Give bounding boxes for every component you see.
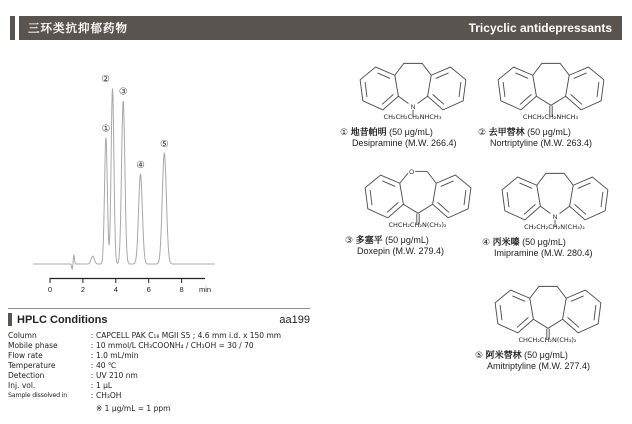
x-axis-tick-label: 0 [47,285,53,294]
condition-row [8,331,310,341]
peak-number-label: ⑤ [160,139,169,151]
molecule-amitriptyline [487,280,609,342]
compound-label-cn: ⑤ 阿米替林 (50 μg/mL) [475,350,568,361]
peak-number-label: ③ [118,86,128,98]
condition-row [8,381,310,391]
chromatogram-code: aa199 [279,313,310,326]
side-chain-formula: CHCH₂CH₂NHCH₃ [522,113,579,121]
condition-row [8,341,310,351]
x-axis-tick-label: 8 [179,285,184,294]
peak-number-label: ④ [136,160,145,172]
condition-label: Sample dissolved in [8,392,68,399]
ring-nitrogen-label: N [410,103,415,111]
ring-oxygen-label: O [408,169,414,177]
condition-colon: : [90,331,94,340]
condition-value: 1 μL [96,381,113,390]
condition-label: Flow rate [8,351,43,360]
page-title-english: Tricyclic antidepressants [468,21,612,35]
header-bar [19,16,622,40]
x-axis-tick-label: 4 [113,285,118,294]
compound-number: ② [478,128,487,138]
condition-value: UV 210 nm [96,371,138,380]
conditions-note: ※ 1 μg/mL = 1 ppm [96,404,171,413]
structure-card-nortriptyline [478,57,623,148]
condition-colon: : [90,341,94,350]
structure-card-imipramine [482,167,627,258]
condition-colon: : [90,361,94,370]
structure-card-amitriptyline [475,280,620,371]
condition-row [8,371,310,381]
compound-label-cn: ② 去甲替林 (50 μg/mL) [478,127,571,138]
condition-label: Column [8,331,37,340]
ring-nitrogen-label: N [552,213,557,221]
chromatogram-trace [33,88,215,269]
divider-line [8,308,310,309]
side-chain-formula: CH₂CH₂CH₂N(CH₃)₂ [524,223,585,231]
compound-number: ③ [345,236,354,246]
hplc-conditions-panel [8,308,310,413]
condition-colon: : [90,371,94,380]
molecule-nortriptyline [490,57,612,119]
compound-label-cn: ① 地昔帕明 (50 μg/mL) [340,127,433,138]
condition-colon: : [90,381,94,390]
side-chain-formula: CH₂CH₂CH₂NHCH₃ [383,113,442,121]
peak-number-label: ② [101,74,110,85]
condition-value: 40 ℃ [96,361,117,370]
condition-label: Inj. vol. [8,381,36,390]
side-chain-formula: CHCH₂CH₂N(CH₃)₂ [518,336,577,344]
x-axis-tick-label: 6 [146,285,151,294]
structure-card-desipramine [340,57,485,148]
compound-number: ⑤ [475,351,484,361]
molecule-desipramine [352,57,474,119]
condition-colon: : [90,391,94,400]
conditions-accent-bar [8,313,12,326]
conditions-title-row [8,312,310,327]
side-chain-formula: CHCH₂CH₂N(CH₃)₂ [388,221,447,229]
conditions-title: HPLC Conditions [17,313,108,326]
compound-label-en: Imipramine (M.W. 280.4) [494,248,593,258]
page-title-chinese: 三环类抗抑郁药物 [28,23,128,35]
condition-colon: : [90,351,94,360]
molecule-imipramine [494,167,616,229]
x-axis-tick-label: 2 [80,285,85,294]
compound-label-cn: ③ 多塞平 (50 μg/mL) [345,235,429,246]
compound-number: ④ [482,238,491,248]
peak-number-label: ① [101,123,111,135]
condition-value: 10 mmol/L CH₃COONH₄ / CH₃OH = 30 / 70 [96,341,254,350]
condition-value: 1.0 mL/min [96,351,139,360]
chromatogram [30,52,262,302]
condition-row [8,351,310,361]
structure-card-doxepin [345,165,490,256]
condition-value: CAPCELL PAK C₁₈ MGII S5 ; 4.6 mm i.d. x 150 mm [96,331,282,340]
compound-number: ① [340,128,349,138]
condition-row [8,391,310,401]
condition-label: Mobile phase [8,341,58,350]
condition-value: CH₃OH [96,391,122,400]
compound-label-en: Doxepin (M.W. 279.4) [357,246,445,256]
condition-row [8,361,310,371]
compound-label-en: Desipramine (M.W. 266.4) [352,138,457,148]
x-axis-unit-label: min [199,285,212,294]
condition-label: Temperature [8,361,56,370]
conditions-rows [8,331,310,401]
compound-label-cn: ④ 丙米嗪 (50 μg/mL) [482,237,566,248]
header-accent-bar [10,16,15,40]
compound-label-en: Nortriptyline (M.W. 263.4) [490,138,593,148]
condition-label: Detection [8,371,45,380]
compound-label-en: Amitriptyline (M.W. 277.4) [487,361,591,371]
molecule-doxepin [357,165,479,227]
